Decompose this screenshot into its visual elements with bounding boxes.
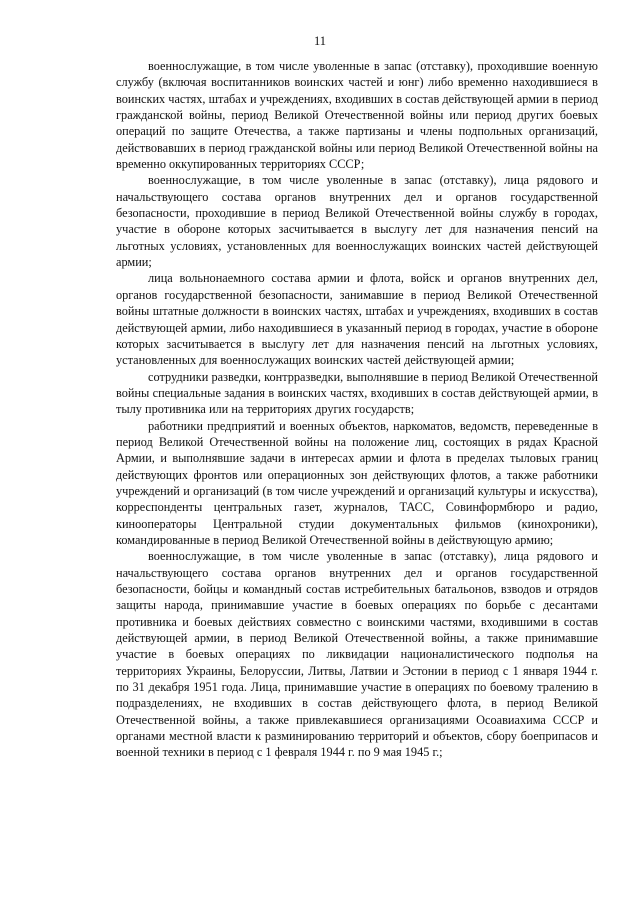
paragraph-intelligence-officers: сотрудники разведки, контрразведки, выполнявшие в период Великой Отечественной войны специальные задания в воинских частях, входивших в состав действующей армии, в тылу противника или на территориях других государств; — [116, 369, 598, 417]
page-number: 11 — [313, 34, 327, 48]
paragraph-servicemen-active-army: военнослужащие, в том числе уволенные в запас (отставку), проходившие военную службу (включая воспитанников воинских частей и юнг) либо временно находившиеся в воинских частях, штабах и учреждениях, входивших в состав действующей армии в период гражданской войны, период Великой Отечественной войны или период других боевых операций по защите Отечества, а также партизаны и члены подпольных организаций, действовавших в период гражданской войны или период Великой Отечественной войны на временно оккупированных территориях СССР; — [116, 59, 598, 172]
body-text — [116, 58, 598, 761]
paragraph-civilian-staff: лица вольнонаемного состава армии и флота, войск и органов внутренних дел, органов государственной безопасности, занимавшие в период Великой Отечественной войны штатные должности в воинских частях, штабах и учреждениях, входивших в состав действующей армии, либо находившиеся в указанный период в городах, участие в обороне которых засчитывается в выслугу лет для назначения пенсий на льготных условиях, установленных для военнослужащих воинских частей действующей армии; — [116, 271, 598, 368]
paragraph-enterprise-workers: работники предприятий и военных объектов, наркоматов, ведомств, переведенные в период Великой Отечественной войны на положение лиц, состоящих в рядах Красной Армии, и выполнявшие задачи в интересах армии и флота в пределах тыловых границ действующих фронтов или операционных зон действующих флотов, а также работники учреждений и организаций (в том числе учреждений и организаций культуры и искусства), корреспонденты центральных газет, журналов, ТАСС, Совинформбюро и радио, кинооператоры Центральной студии документальных фильмов (кинохроники), командированные в период Великой Отечественной войны в действующую армию; — [116, 418, 598, 547]
paragraph-servicemen-city-defense: военнослужащие, в том числе уволенные в запас (отставку), лица рядового и начальствующего состава органов внутренних дел и органов государственной безопасности, проходившие в период Великой Отечественной войны службу в городах, участие в обороне которых засчитывается в выслугу лет для назначения пенсий на льготных условиях, установленных для военнослужащих воинских частей действующей армии; — [116, 173, 598, 270]
paragraph-combat-operations: военнослужащие, в том числе уволенные в запас (отставку), лица рядового и начальствующего состава органов внутренних дел и органов государственной безопасности, бойцы и командный состав истребительных батальонов, взводов и отрядов защиты народа, принимавшие участие в боевых операциях по борьбе с десантами противника и боевых действиях совместно с воинскими частями, входившими в состав действующей армии, в период Великой Отечественной войны, а также принимавшие участие в боевых операциях по ликвидации националистического подполья на территориях Украины, Белоруссии, Литвы, Латвии и Эстонии в период с 1 января 1944 г. по 31 декабря 1951 года. Лица, принимавшие участие в операциях по боевому тралению в подразделениях, не входивших в состав действующего флота, в период Великой Отечественной войны, а также привлекавшиеся организациями Осоавиахима СССР и органами местной власти к разминированию территорий и объектов, сбору боеприпасов и военной техники в период с 1 февраля 1944 г. по 9 мая 1945 г.; — [116, 549, 598, 760]
